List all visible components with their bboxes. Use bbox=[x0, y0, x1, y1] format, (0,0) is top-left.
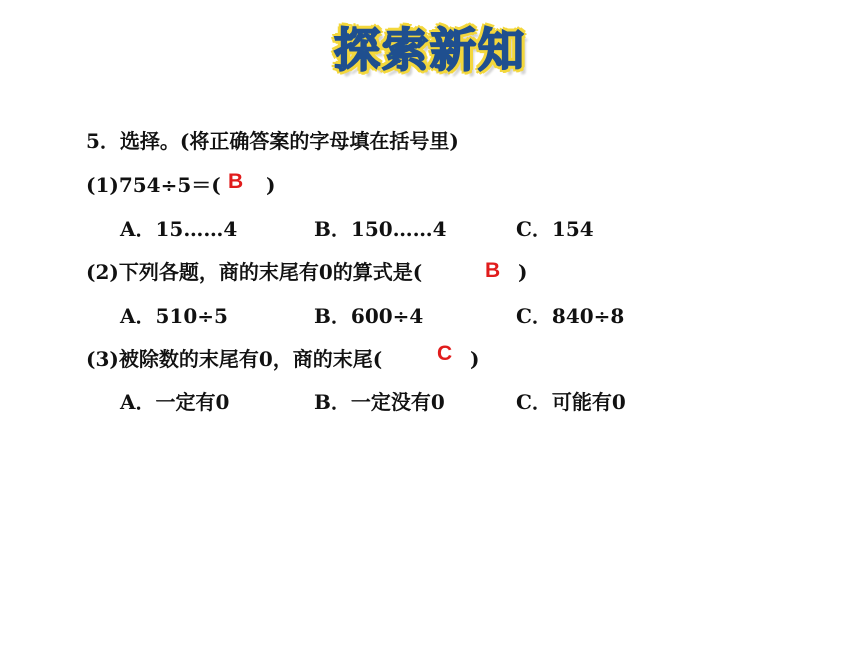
part-1-option-a: A．15……4 bbox=[120, 217, 238, 241]
part-2-option-b: B．600÷4 bbox=[314, 304, 424, 328]
part-3-prompt: (3)被除数的末尾有0，商的末尾( bbox=[86, 347, 383, 371]
part-2-option-a: A．510÷5 bbox=[120, 304, 228, 328]
part-3-option-b: B．一定没有0 bbox=[314, 390, 445, 414]
part-1-option-c: C．154 bbox=[516, 217, 594, 241]
part-2-answer: B bbox=[485, 259, 501, 282]
part-2-close-paren: ) bbox=[518, 260, 528, 284]
part-3-answer: C bbox=[437, 342, 453, 365]
page-title: 探索新知 bbox=[334, 23, 526, 77]
part-2-prompt: (2)下列各题，商的末尾有0的算式是( bbox=[86, 260, 423, 284]
part-3-option-a: A．一定有0 bbox=[120, 390, 230, 414]
part-1-option-b: B．150……4 bbox=[314, 217, 447, 241]
part-2-option-c: C．840÷8 bbox=[516, 304, 625, 328]
part-1-prompt: (1)754÷5＝( bbox=[86, 173, 221, 197]
part-1-close-paren: ) bbox=[266, 173, 276, 197]
part-1-answer: B bbox=[228, 170, 244, 193]
question-stem: 5．选择。(将正确答案的字母填在括号里) bbox=[86, 129, 459, 153]
part-3-option-c: C．可能有0 bbox=[516, 390, 626, 414]
part-3-close-paren: ) bbox=[470, 347, 480, 371]
